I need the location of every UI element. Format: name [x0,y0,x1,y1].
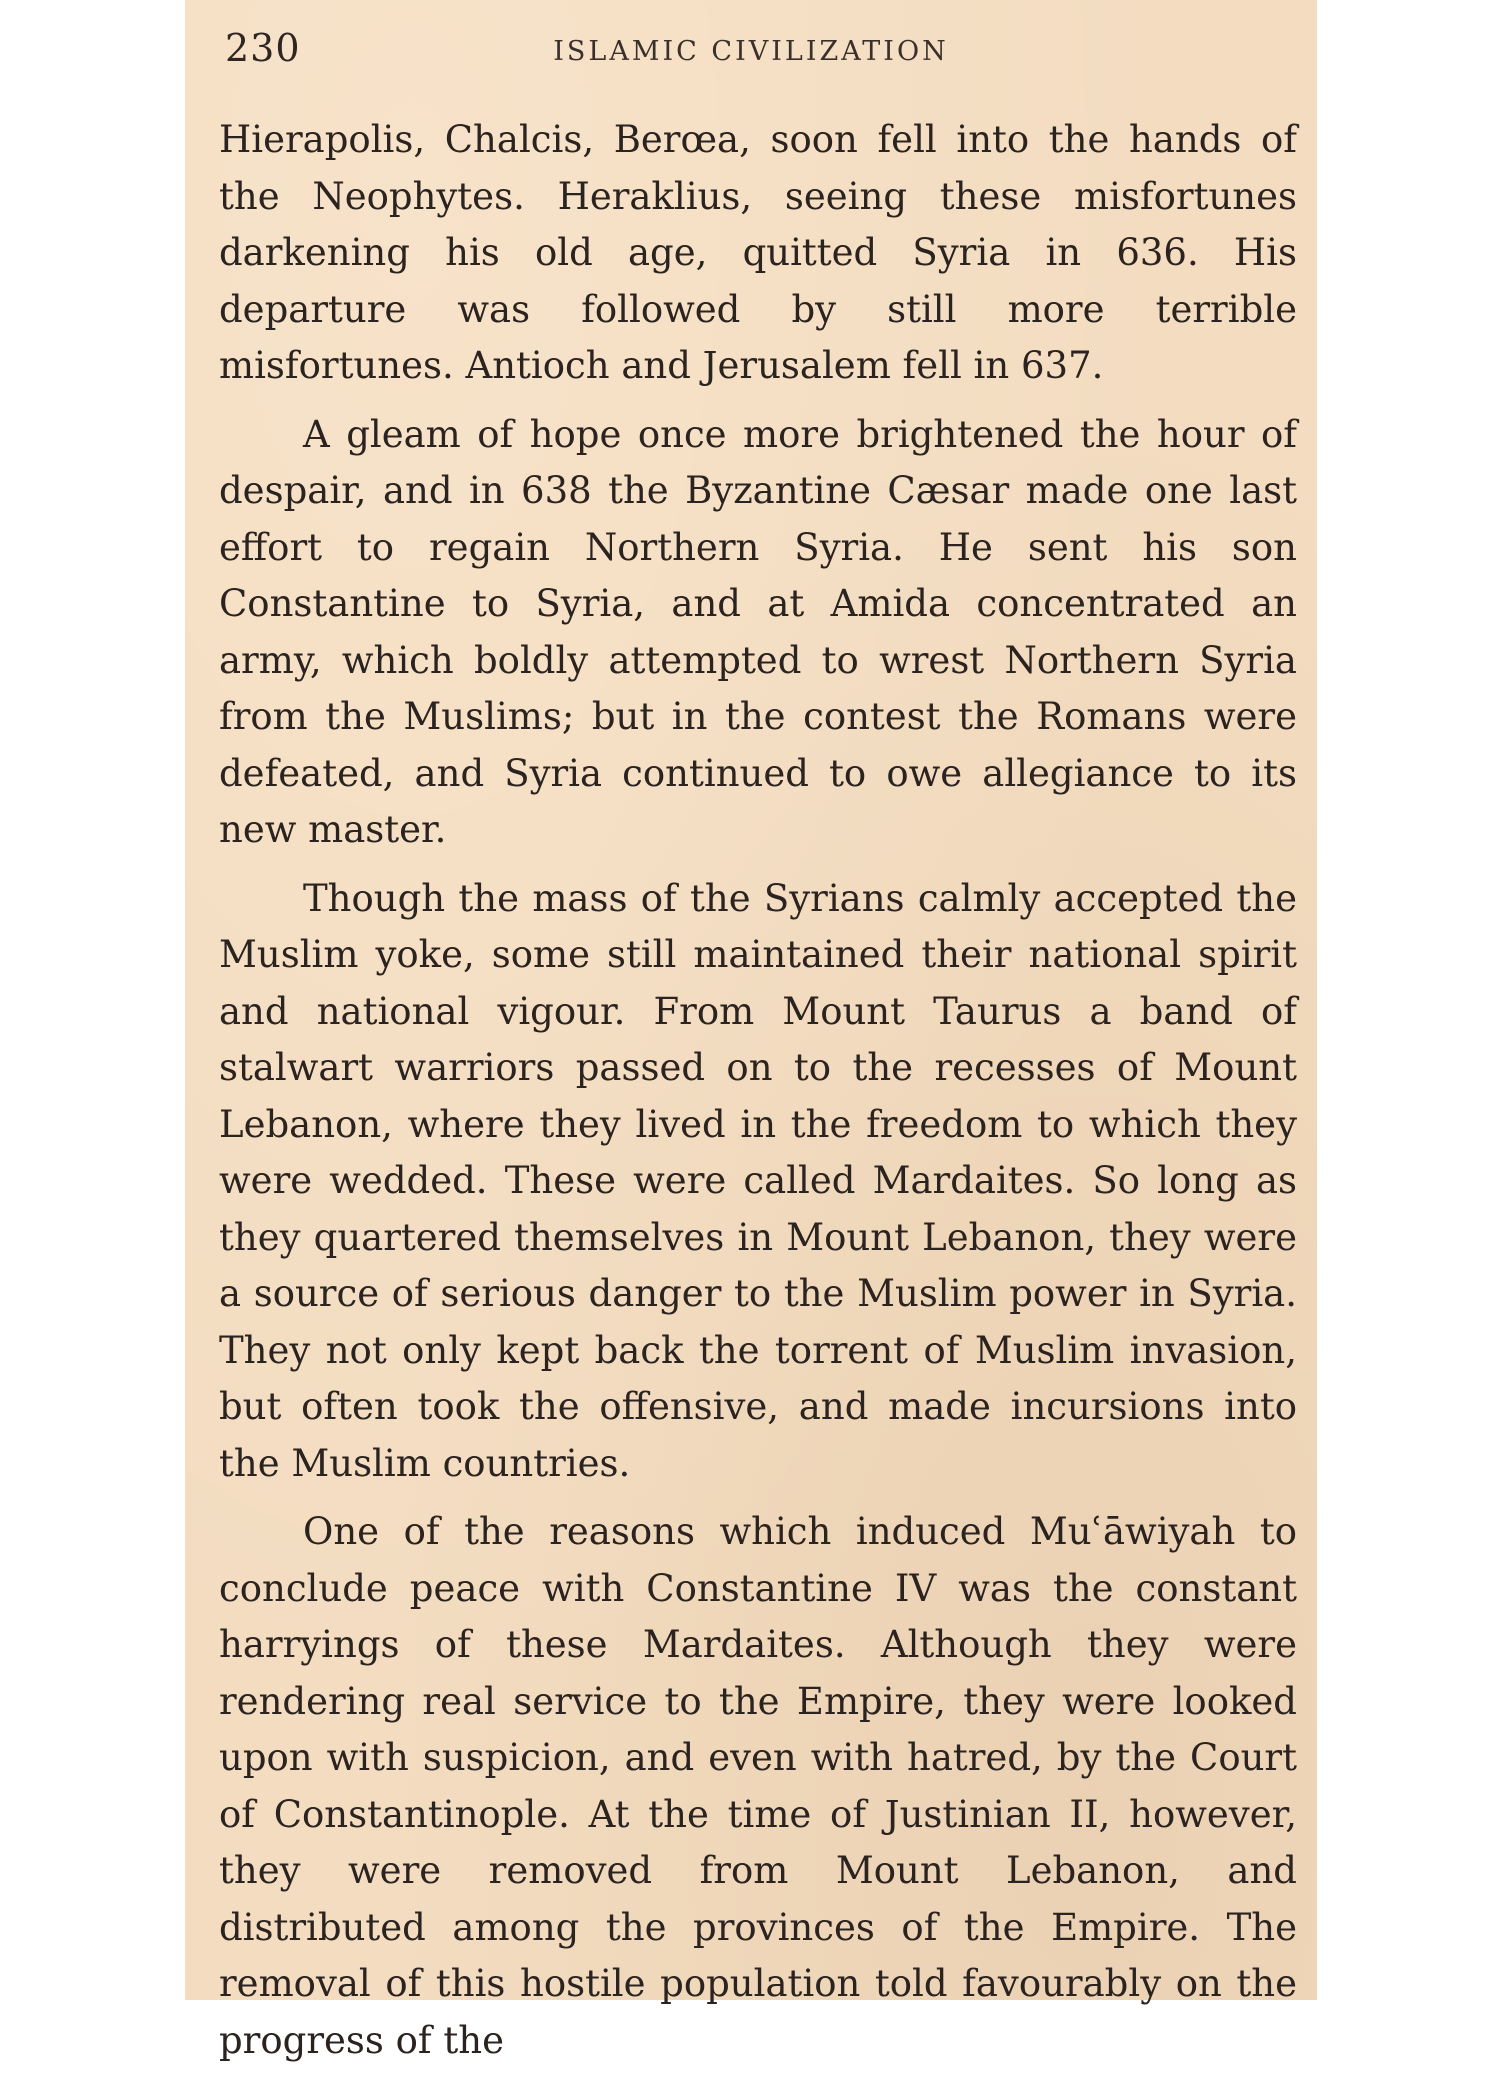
book-page [185,0,1317,2062]
page-header [225,22,1277,82]
body-text [219,112,1297,2081]
paragraph-1: Hierapolis, Chalcis, Berœa, soon fell into the hands of the Neophytes. Heraklius, seeing these misfortunes darkening his old age, quitted Syria in 636. His departure was followed by still more terrible misfortunes. Antioch and Jerusalem fell in 637. [219,118,1297,387]
paragraph-3: Though the mass of the Syrians calmly accepted the Muslim yoke, some still maintained their national spirit and national vigour. From Mount Taurus a band of stalwart warriors passed on to the recesses of Mount Lebanon, where they lived in the freedom to which they were wedded. These were called Mardaites. So long as they quartered themselves in Mount Lebanon, they were a source of serious danger to the Muslim power in Syria. They not only kept back the torrent of Muslim invasion, but often took the offensive, and made incursions into the Muslim countries. [219,876,1297,1485]
page-number: 230 [225,26,301,70]
running-head: ISLAMIC CIVILIZATION [553,36,949,67]
paragraph-4: One of the reasons which induced Muʿāwiyah to conclude peace with Constantine IV was the constant harryings of these Mardaites. Although they were rendering real service to the Empire, they were looked upon with suspicion, and even with hatred, by the Court of Constantinople. At the time of Justinian II, however, they were removed from Mount Lebanon, and distributed among the provinces of the Empire. The removal of this hostile population told favourably on the progress of the [219,1510,1297,2062]
paragraph-2: A gleam of hope once more brightened the hour of despair, and in 638 the Byzantine Cæsar made one last effort to regain Northern Syria. He sent his son Constantine to Syria, and at Amida concentrated an army, which boldly attempted to wrest Northern Syria from the Muslims; but in the contest the Romans were defeated, and Syria continued to owe allegiance to its new master. [219,412,1297,851]
